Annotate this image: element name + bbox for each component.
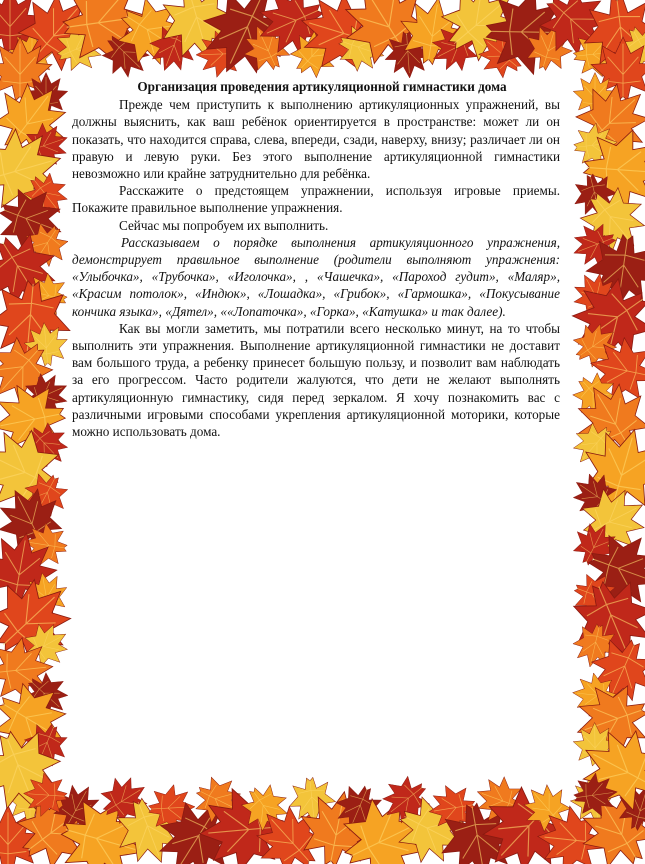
- paragraph-conclusion: Как вы могли заметить, мы потратили всего несколько минут, на то чтобы выполнить эти упражнения. Выполнение артикуляционной гимнастики не доставит вам большого труда, а ребенку принесет большую пользу, и позволит вам наблюдать за его прогрессом. Часто родители жалуются, что дети не желают выполнять артикуляционную гимнастику, сидя перед зеркалом. Я хочу познакомить вас с различными игровыми способами укрепления артикуляционной моторики, которые можно использовать дома.: [72, 320, 560, 440]
- paragraph-try-now: Сейчас мы попробуем их выполнить.: [119, 217, 329, 233]
- paragraph-orientation: Прежде чем приступить к выполнению артикуляционных упражнений, вы должны выяснить, как ваш ребёнок ориентируется в пространстве: может ли он показать, что находится справа, слева, впереди, сзади, наверху, внизу; различает ли он правую и левую руки. Без этого выполнение артикуляционной гимнастики невозможно или крайне затруднительно для ребёнка.: [72, 97, 560, 182]
- document-title: Организация проведения артикуляционной гимнастики дома: [137, 79, 507, 94]
- document-body: [72, 78, 560, 440]
- paragraph-explain-exercise: Расскажите о предстоящем упражнении, используя игровые приемы. Покажите правильное выполнение упражнения.: [72, 183, 560, 216]
- paragraph-exercise-list: Рассказываем о порядке выполнения артикуляционного упражнения, демонстрирует правильное выполнение (родители выполняют упражнения: «Улыбочка», «Трубочка», «Иголочка», , «Чашечка», «Пароход гудит», «Маляр», «Красим потолок», «Индюк», «Лошадка», «Грибок», «Гармошка», «Покусывание кончика языка», «Дятел», ««Лопаточка», «Горка», «Катушка» и так далее).: [72, 234, 560, 319]
